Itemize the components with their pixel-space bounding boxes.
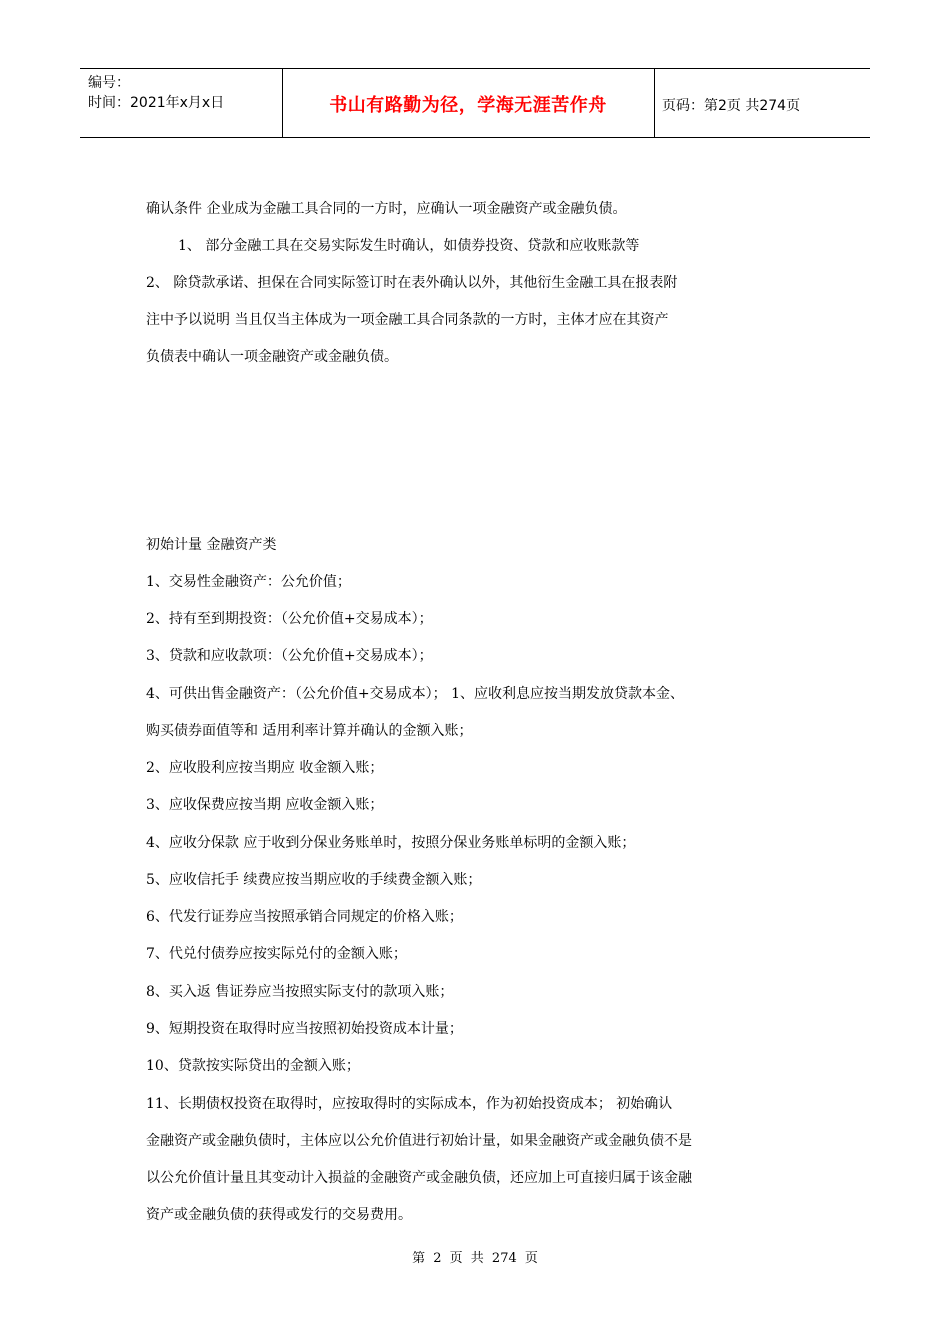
body-line: 5、应收信托手 续费应按当期应收的手续费金额入账；	[146, 872, 482, 888]
body-line: 1、交易性金融资产：公允价值；	[146, 574, 351, 590]
body-line: 以公允价值计量且其变动计入损益的金融资产或金融负债，还应加上可直接归属于该金融	[146, 1170, 692, 1186]
body-line: 3、贷款和应收款项：（公允价值+交易成本）；	[146, 648, 433, 664]
header-motto: 书山有路勤为径，学海无涯苦作舟	[329, 95, 607, 116]
body-line: 资产或金融负债的获得或发行的交易费用。	[146, 1207, 412, 1223]
body-line: 2、持有至到期投资：（公允价值+交易成本）；	[146, 611, 433, 627]
body-line: 确认条件 企业成为金融工具合同的一方时，应确认一项金融资产或金融负债。	[146, 201, 627, 217]
body-line: 4、应收分保款 应于收到分保业务账单时，按照分保业务账单标明的金额入账；	[146, 835, 636, 851]
header-page-label: 页码：第2页 共274页	[662, 98, 801, 114]
header-divider	[654, 69, 655, 137]
document-date-label: 时间：2021年x月x日	[88, 95, 225, 111]
body-line: 11、长期债权投资在取得时，应按取得时的实际成本，作为初始投资成本； 初始确认	[146, 1096, 673, 1112]
body-line: 2、 除贷款承诺、担保在合同实际签订时在表外确认以外，其他衍生金融工具在报表附	[146, 275, 678, 291]
body-line: 注中予以说明 当且仅当主体成为一项金融工具合同条款的一方时，主体才应在其资产	[146, 312, 669, 328]
body-line: 2、应收股利应按当期应 收金额入账；	[146, 760, 384, 776]
body-line: 购买债券面值等和 适用利率计算并确认的金额入账；	[146, 723, 473, 739]
body-line: 1、 部分金融工具在交易实际发生时确认，如债券投资、贷款和应收账款等	[178, 238, 640, 254]
body-line: 7、代兑付债券应按实际兑付的金额入账；	[146, 946, 407, 962]
body-line: 10、贷款按实际贷出的金额入账；	[146, 1058, 360, 1074]
body-line: 4、可供出售金融资产：（公允价值+交易成本）； 1、应收利息应按当期发放贷款本金、	[146, 686, 684, 702]
section-heading: 初始计量 金融资产类	[146, 537, 277, 553]
body-line: 8、买入返 售证券应当按照实际支付的款项入账；	[146, 984, 454, 1000]
body-line: 6、代发行证券应当按照承销合同规定的价格入账；	[146, 909, 463, 925]
page-footer: 第 2 页 共 274 页	[412, 1251, 538, 1266]
page-header	[80, 68, 870, 138]
body-line: 3、应收保费应按当期 应收金额入账；	[146, 797, 384, 813]
document-number-label: 编号：	[88, 75, 130, 91]
body-line: 负债表中确认一项金融资产或金融负债。	[146, 349, 398, 365]
body-line: 金融资产或金融负债时，主体应以公允价值进行初始计量，如果金融资产或金融负债不是	[146, 1133, 692, 1149]
header-meta	[88, 73, 224, 113]
body-line: 9、短期投资在取得时应当按照初始投资成本计量；	[146, 1021, 463, 1037]
